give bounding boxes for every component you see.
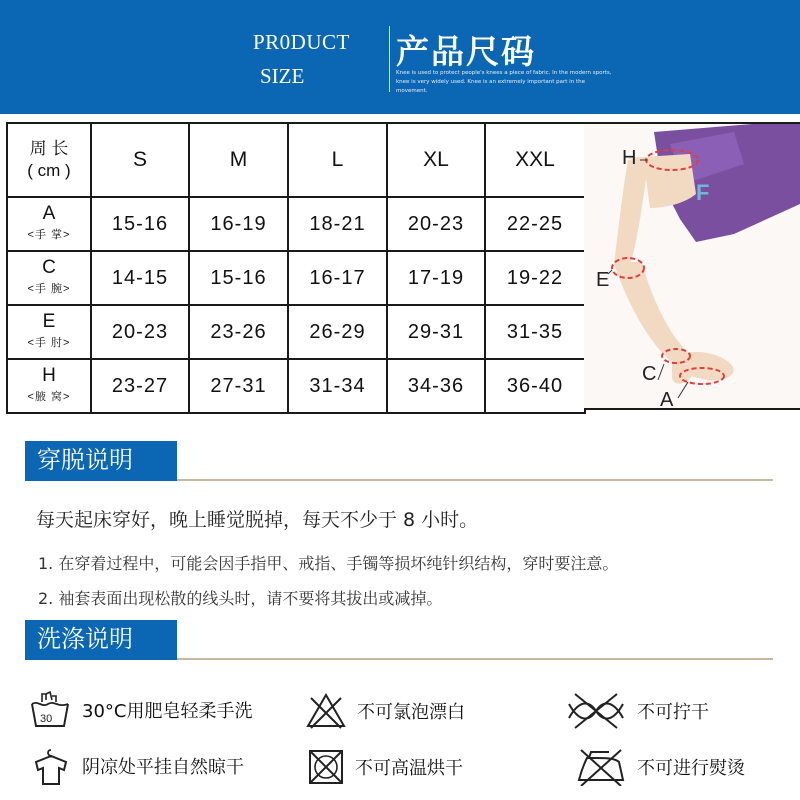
col-header-s: S xyxy=(91,123,189,197)
row-code: E xyxy=(42,310,56,332)
size-table xyxy=(6,122,586,414)
corner-line1: 周 长 xyxy=(29,139,69,158)
row-header-h xyxy=(7,359,91,413)
wear-main-text: 每天起床穿好，晚上睡觉脱掉，每天不少于 8 小时。 xyxy=(36,509,479,531)
row-code: A xyxy=(42,202,56,224)
table-row xyxy=(7,305,585,359)
care-item-line-dry xyxy=(30,746,244,786)
row-code: C xyxy=(42,256,56,278)
table-cell: 19-22 xyxy=(485,251,585,305)
label-e: E xyxy=(596,269,610,291)
table-row xyxy=(7,251,585,305)
table-cell: 26-29 xyxy=(288,305,387,359)
header-en-product: PR0DUCT xyxy=(253,30,350,54)
table-cell: 23-26 xyxy=(189,305,288,359)
wear-divider-accent xyxy=(25,479,177,481)
wear-item-1: 1. 在穿着过程中，可能会因手指甲、戒指、手镯等损坏纯针织结构，穿时要注意。 xyxy=(38,554,619,573)
label-h: H xyxy=(622,147,637,169)
header-cn-title: 产品尺码 xyxy=(396,32,536,71)
arm-measurement-figure xyxy=(584,122,800,410)
care-item-no-wring xyxy=(565,692,709,730)
table-cell: 14-15 xyxy=(91,251,189,305)
wash-divider-accent xyxy=(25,658,177,660)
header-small-text: Knee is used to protect people's knees a piece of fabric. In the modern sports, knee is very widely used. Knee is an extremely important part in the movement. xyxy=(396,70,612,94)
header-en-size: SIZE xyxy=(260,64,305,88)
table-cell: 20-23 xyxy=(91,305,189,359)
table-cell: 23-27 xyxy=(91,359,189,413)
table-cell: 18-21 xyxy=(288,197,387,251)
col-header-m: M xyxy=(189,123,288,197)
table-row xyxy=(7,197,585,251)
a-pointer xyxy=(678,382,688,398)
no-wring-icon xyxy=(565,692,627,730)
table-cell: 31-35 xyxy=(485,305,585,359)
wear-heading: 穿脱说明 xyxy=(25,441,177,479)
table-cell: 17-19 xyxy=(387,251,485,305)
shirt-logo: F xyxy=(696,180,710,205)
label-c: C xyxy=(642,363,657,385)
no-bleach-icon xyxy=(305,692,347,730)
table-cell: 29-31 xyxy=(387,305,485,359)
label-a: A xyxy=(660,389,674,411)
table-cell: 20-23 xyxy=(387,197,485,251)
forearm xyxy=(614,262,688,362)
row-part: <手 腕> xyxy=(27,282,71,295)
upper-arm xyxy=(614,158,650,264)
header-divider xyxy=(389,26,390,92)
care-label: 不可氯泡漂白 xyxy=(357,702,465,723)
row-part: <腋 窝> xyxy=(27,390,71,403)
table-cell: 34-36 xyxy=(387,359,485,413)
size-table-corner xyxy=(7,123,91,197)
no-iron-icon xyxy=(575,748,627,786)
care-label: 阴凉处平挂自然晾干 xyxy=(82,757,244,778)
care-item-no-iron xyxy=(575,748,745,786)
size-table-header-row xyxy=(7,123,585,197)
wash-heading: 洗涤说明 xyxy=(25,620,177,658)
wear-divider xyxy=(177,479,773,481)
arm-illustration xyxy=(584,124,800,412)
care-item-no-bleach xyxy=(305,692,465,730)
row-header-e xyxy=(7,305,91,359)
table-cell: 16-17 xyxy=(288,251,387,305)
care-label: 不可高温烘干 xyxy=(355,758,463,779)
care-label: 不可进行熨烫 xyxy=(637,758,745,779)
table-cell: 22-25 xyxy=(485,197,585,251)
care-item-hand-wash xyxy=(28,690,252,730)
table-cell: 31-34 xyxy=(288,359,387,413)
care-label: 30°C用肥皂轻柔手洗 xyxy=(82,701,253,722)
table-row xyxy=(7,359,585,413)
col-header-xxl: XXL xyxy=(485,123,585,197)
col-header-xl: XL xyxy=(387,123,485,197)
care-item-no-tumble-dry xyxy=(307,748,463,786)
wash-divider xyxy=(177,658,773,660)
table-cell: 27-31 xyxy=(189,359,288,413)
care-label: 不可拧干 xyxy=(637,702,709,723)
table-cell: 15-16 xyxy=(91,197,189,251)
row-part: <手 掌> xyxy=(27,228,71,241)
row-header-a xyxy=(7,197,91,251)
c-pointer xyxy=(658,364,664,380)
table-cell: 16-19 xyxy=(189,197,288,251)
col-header-l: L xyxy=(288,123,387,197)
row-code: H xyxy=(42,364,56,386)
table-cell: 15-16 xyxy=(189,251,288,305)
hand-wash-30-icon xyxy=(28,690,72,730)
line-dry-shade-icon xyxy=(30,746,72,786)
row-part: <手 肘> xyxy=(27,336,71,349)
corner-line2: ( cm ) xyxy=(27,161,71,180)
wear-item-2: 2. 袖套表面出现松散的线头时，请不要将其拔出或减掉。 xyxy=(38,589,443,608)
table-cell: 36-40 xyxy=(485,359,585,413)
row-header-c xyxy=(7,251,91,305)
no-tumble-dry-icon xyxy=(307,748,345,786)
svg-text:30: 30 xyxy=(40,713,53,725)
header-banner xyxy=(0,0,800,114)
